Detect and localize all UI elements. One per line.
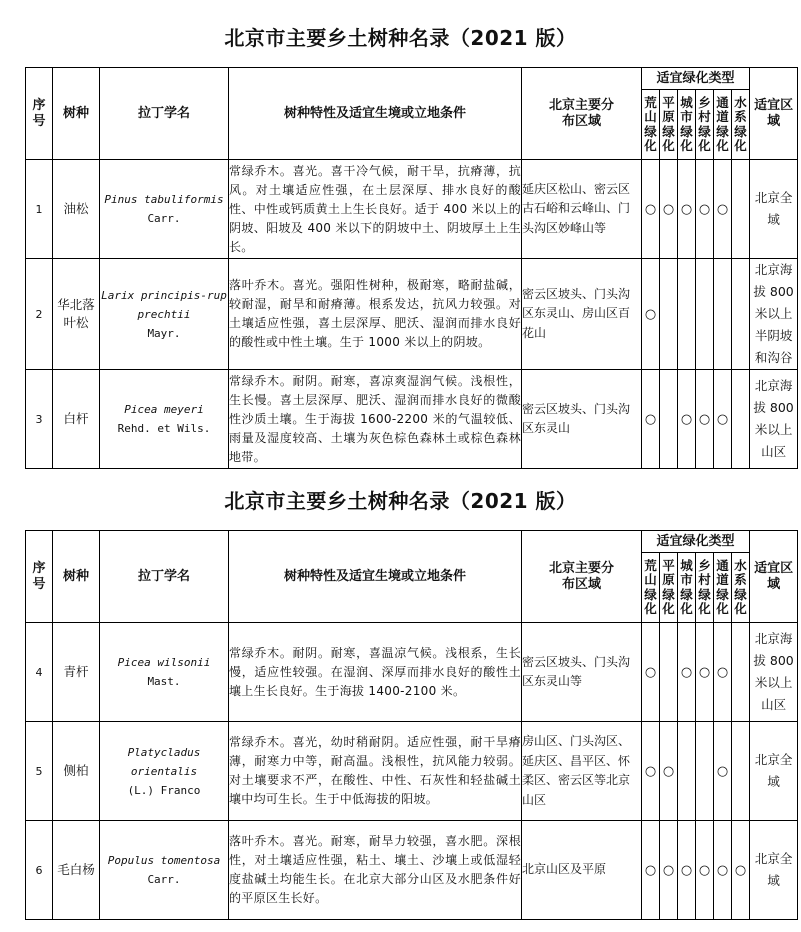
latin-name: Platycladus orientalis (L.) Franco [100, 722, 229, 821]
row-number: 4 [26, 623, 53, 722]
latin-name: Picea wilsonii Mast. [100, 623, 229, 722]
greening-suitability: ○ [714, 370, 732, 469]
distribution: 密云区坡头、门头沟区东灵山 [522, 370, 642, 469]
greening-suitability: ○ [714, 623, 732, 722]
greening-suitability [732, 623, 750, 722]
greening-suitability: ○ [678, 821, 696, 920]
table-row [26, 259, 798, 370]
table-row [26, 821, 798, 920]
greening-suitability [678, 259, 696, 370]
greening-suitability [678, 722, 696, 821]
greening-suitability [660, 370, 678, 469]
greening-suitability [660, 623, 678, 722]
greening-suitability: ○ [696, 160, 714, 259]
greening-suitability [732, 370, 750, 469]
species-name: 白杆 [53, 370, 100, 469]
greening-suitability [660, 259, 678, 370]
greening-suitability: ○ [642, 160, 660, 259]
greening-suitability [714, 259, 732, 370]
latin-name: Pinus tabuliformis Carr. [100, 160, 229, 259]
header-region: 适宜区域 [750, 68, 798, 160]
greening-suitability: ○ [642, 370, 660, 469]
header-greening-type: 荒山绿化 [642, 553, 660, 623]
species-traits: 常绿乔木。耐阴。耐寒，喜凉爽湿润气候。浅根性，生长慢。喜土层深厚、肥沃、湿润而排水良好的微酸性沙质土壤。生于海拔 1600-2200 米的气温较低、雨量及湿度较高、土壤为灰色棕色森林土或棕色森林地带。 [229, 370, 522, 469]
header-region: 适宜区域 [750, 531, 798, 623]
distribution: 房山区、门头沟区、延庆区、昌平区、怀柔区、密云区等北京山区 [522, 722, 642, 821]
header-distribution: 北京主要分布区域 [522, 531, 642, 623]
greening-suitability: ○ [660, 160, 678, 259]
greening-suitability: ○ [678, 623, 696, 722]
species-name: 油松 [53, 160, 100, 259]
page-title-2: 北京市主要乡土树种名录（2021 版） [224, 489, 577, 513]
species-table-2 [25, 530, 798, 920]
header-latin: 拉丁学名 [100, 531, 229, 623]
table-row [26, 623, 798, 722]
suitable-region: 北京全域 [750, 821, 798, 920]
greening-suitability: ○ [696, 623, 714, 722]
header-greening-type: 水系绿化 [732, 553, 750, 623]
row-number: 1 [26, 160, 53, 259]
greening-suitability: ○ [696, 821, 714, 920]
header-traits: 树种特性及适宜生境或立地条件 [229, 531, 522, 623]
greening-suitability: ○ [696, 370, 714, 469]
header-greening-type: 乡村绿化 [696, 90, 714, 160]
greening-suitability: ○ [678, 160, 696, 259]
greening-suitability: ○ [660, 821, 678, 920]
table-row [26, 370, 798, 469]
suitable-region: 北京海拔 800 米以上山区 [750, 623, 798, 722]
header-greening-type: 荒山绿化 [642, 90, 660, 160]
greening-suitability: ○ [642, 623, 660, 722]
greening-suitability: ○ [714, 821, 732, 920]
header-greening-group: 适宜绿化类型 [642, 68, 750, 90]
header-greening-type: 平原绿化 [660, 553, 678, 623]
greening-suitability: ○ [642, 722, 660, 821]
species-traits: 常绿乔木。喜光。喜干冷气候，耐干旱，抗瘠薄，抗风。对土壤适应性强，在土层深厚、排水良好的酸性、中性或钙质黄土上生长良好。适于 400 米以上的阴坡、阳坡及 400 米以下的阴坡中土、阴坡厚土上生长。 [229, 160, 522, 259]
greening-suitability: ○ [642, 259, 660, 370]
table-row [26, 160, 798, 259]
table-row [26, 722, 798, 821]
distribution: 延庆区松山、密云区古石峪和云峰山、门头沟区妙峰山等 [522, 160, 642, 259]
greening-suitability: ○ [642, 821, 660, 920]
distribution: 密云区坡头、门头沟区东灵山、房山区百花山 [522, 259, 642, 370]
species-traits: 常绿乔木。耐阴。耐寒，喜温凉气候。浅根系，生长慢，适应性较强。在湿润、深厚而排水良好的酸性土壤上生长良好。生于海拔 1400-2100 米。 [229, 623, 522, 722]
header-greening-type: 通道绿化 [714, 90, 732, 160]
greening-suitability: ○ [660, 722, 678, 821]
species-name: 毛白杨 [53, 821, 100, 920]
header-species: 树种 [53, 531, 100, 623]
header-greening-type: 水系绿化 [732, 90, 750, 160]
species-traits: 落叶乔木。喜光。耐寒，耐旱力较强，喜水肥。深根性，对土壤适应性强，粘土、壤土、沙壤上或低湿轻度盐碱土均能生长。在北京大部分山区及水肥条件好的平原区生长好。 [229, 821, 522, 920]
row-number: 2 [26, 259, 53, 370]
header-greening-type: 城市绿化 [678, 553, 696, 623]
header-greening-type: 城市绿化 [678, 90, 696, 160]
header-latin: 拉丁学名 [100, 68, 229, 160]
row-number: 3 [26, 370, 53, 469]
latin-name: Picea meyeri Rehd. et Wils. [100, 370, 229, 469]
page-title-1: 北京市主要乡土树种名录（2021 版） [224, 26, 577, 50]
header-greening-type: 平原绿化 [660, 90, 678, 160]
species-name: 侧柏 [53, 722, 100, 821]
row-number: 6 [26, 821, 53, 920]
suitable-region: 北京全域 [750, 722, 798, 821]
greening-suitability: ○ [714, 722, 732, 821]
greening-suitability [732, 259, 750, 370]
header-traits: 树种特性及适宜生境或立地条件 [229, 68, 522, 160]
greening-suitability [732, 722, 750, 821]
distribution: 密云区坡头、门头沟区东灵山等 [522, 623, 642, 722]
suitable-region: 北京全域 [750, 160, 798, 259]
header-num: 序号 [26, 531, 53, 623]
latin-name: Populus tomentosa Carr. [100, 821, 229, 920]
header-num: 序号 [26, 68, 53, 160]
suitable-region: 北京海拔 800 米以上半阴坡和沟谷 [750, 259, 798, 370]
latin-name: Larix principis-rupprechtii Mayr. [100, 259, 229, 370]
species-traits: 落叶乔木。喜光。强阳性树种，极耐寒，略耐盐碱，较耐湿，耐旱和耐瘠薄。根系发达，抗风力较强。对土壤适应性强，喜土层深厚、肥沃、湿润而排水良好的酸性或中性土壤。生于 1000 米以上的阴坡。 [229, 259, 522, 370]
species-table-1 [25, 67, 798, 469]
species-name: 青杆 [53, 623, 100, 722]
greening-suitability: ○ [678, 370, 696, 469]
header-greening-type: 乡村绿化 [696, 553, 714, 623]
header-greening-group: 适宜绿化类型 [642, 531, 750, 553]
species-name: 华北落叶松 [53, 259, 100, 370]
greening-suitability: ○ [732, 821, 750, 920]
species-traits: 常绿乔木。喜光，幼时稍耐阴。适应性强，耐干旱瘠薄，耐寒力中等，耐高温。浅根性，抗风能力较弱。对土壤要求不严，在酸性、中性、石灰性和轻盐碱土壤中均可生长。生于中低海拔的阳坡。 [229, 722, 522, 821]
row-number: 5 [26, 722, 53, 821]
greening-suitability [696, 259, 714, 370]
suitable-region: 北京海拔 800 米以上山区 [750, 370, 798, 469]
greening-suitability: ○ [714, 160, 732, 259]
greening-suitability [696, 722, 714, 821]
header-species: 树种 [53, 68, 100, 160]
distribution: 北京山区及平原 [522, 821, 642, 920]
header-distribution: 北京主要分布区域 [522, 68, 642, 160]
header-greening-type: 通道绿化 [714, 553, 732, 623]
greening-suitability [732, 160, 750, 259]
